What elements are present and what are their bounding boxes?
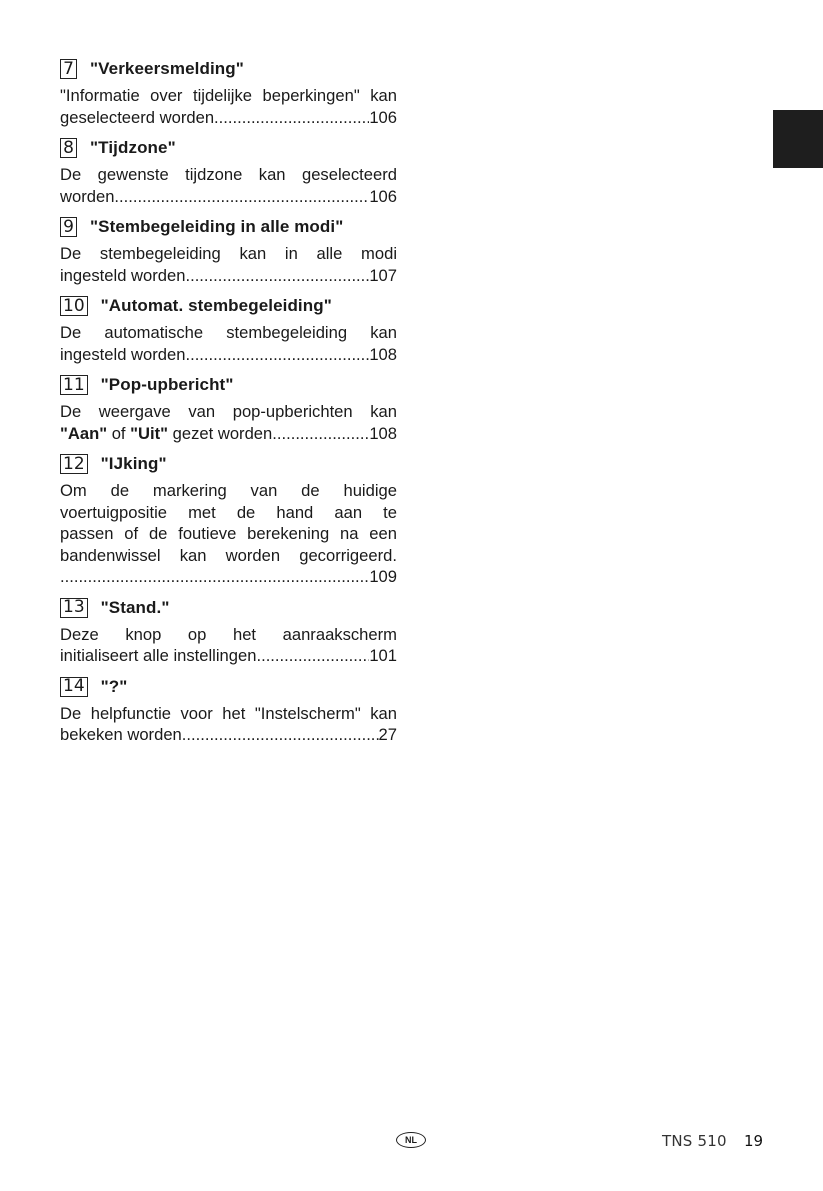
item-title: "Tijdzone" — [90, 138, 176, 157]
item-number: 8 — [60, 138, 77, 158]
list-item — [60, 452, 397, 588]
description-line: initialiseert alle instellingen. — [60, 646, 262, 665]
item-number: 12 — [60, 454, 88, 474]
dot-leader — [119, 186, 369, 208]
description-line: ingesteld worden. — [60, 344, 191, 364]
item-number: 10 — [60, 296, 88, 316]
description-line — [60, 423, 272, 445]
item-title: "?" — [100, 676, 128, 696]
page-number: 19 — [744, 1132, 764, 1150]
dot-leader — [190, 344, 369, 366]
description-line: bekeken worden. — [60, 725, 187, 744]
list-item — [60, 675, 397, 746]
item-description — [60, 401, 397, 444]
description-line: De helpfunctie voor het "Instelscherm" kan — [60, 703, 397, 723]
item-title: "Automat. stembegeleiding" — [100, 296, 332, 315]
description-line: "Informatie over tijdelijke beperkingen" kan — [60, 86, 397, 105]
dot-leader — [261, 645, 369, 667]
list-item — [60, 596, 397, 667]
list-item — [60, 373, 397, 444]
item-number: 13 — [60, 598, 88, 618]
description-line: passen of de foutieve berekening na een — [60, 524, 397, 543]
page-reference[interactable]: 106 — [369, 186, 397, 206]
page-reference[interactable]: 107 — [369, 265, 397, 285]
item-number: 9 — [60, 217, 77, 237]
dot-leader — [60, 566, 369, 588]
description-line: Deze knop op het aanraakscherm — [60, 624, 397, 644]
dot-leader — [190, 265, 369, 287]
chapter-tab-marker — [773, 110, 823, 168]
list-item — [60, 294, 397, 365]
item-number: 14 — [60, 677, 88, 697]
page-reference[interactable]: 106 — [369, 107, 397, 127]
description-line: ingesteld worden. — [60, 265, 191, 285]
option-on-label: "Aan" — [60, 423, 108, 443]
description-tail: gezet worden — [168, 423, 273, 443]
item-description — [60, 703, 397, 746]
item-title: "IJking" — [100, 454, 167, 473]
item-number: 7 — [60, 59, 77, 79]
description-line: bandenwissel kan worden gecorrigeerd. — [60, 545, 397, 565]
description-line: De weergave van pop-upberichten kan — [60, 402, 397, 421]
item-description — [60, 164, 397, 207]
dot-leader — [272, 423, 369, 445]
item-description — [60, 480, 397, 588]
description-line: geselecteerd worden. — [60, 107, 219, 127]
item-title: "Pop-upbericht" — [100, 375, 234, 394]
item-description — [60, 624, 397, 667]
list-item — [60, 215, 397, 286]
item-title: "Stembegeleiding in alle modi" — [90, 217, 344, 236]
item-description — [60, 85, 397, 128]
description-line: De gewenste tijdzone kan geselecteerd — [60, 165, 397, 184]
item-title: "Verkeersmelding" — [90, 59, 244, 78]
page-reference[interactable]: 108 — [369, 423, 397, 443]
settings-list — [60, 57, 397, 754]
description-line: voertuigpositie met de hand aan te — [60, 502, 397, 522]
page-reference[interactable]: 109 — [369, 567, 397, 586]
dot-leader — [219, 107, 370, 129]
description-line: Om de markering van de huidige — [60, 481, 397, 500]
conjunction-text: of — [107, 423, 131, 443]
page-reference[interactable]: 101 — [369, 646, 397, 665]
list-item — [60, 136, 397, 207]
page-reference[interactable]: 108 — [369, 344, 397, 364]
description-line: De automatische stembegeleiding kan — [60, 323, 397, 342]
item-description — [60, 243, 397, 286]
model-name: TNS 510 — [662, 1132, 727, 1150]
item-number: 11 — [60, 375, 88, 395]
language-badge: NL — [396, 1132, 426, 1148]
item-title: "Stand." — [100, 597, 170, 617]
page-reference[interactable]: 27 — [378, 725, 397, 744]
description-line: worden. — [60, 186, 120, 206]
option-off-label: "Uit" — [130, 423, 169, 443]
list-item — [60, 57, 397, 128]
item-description — [60, 322, 397, 365]
dot-leader — [186, 724, 378, 746]
description-line: De stembegeleiding kan in alle modi — [60, 244, 397, 263]
